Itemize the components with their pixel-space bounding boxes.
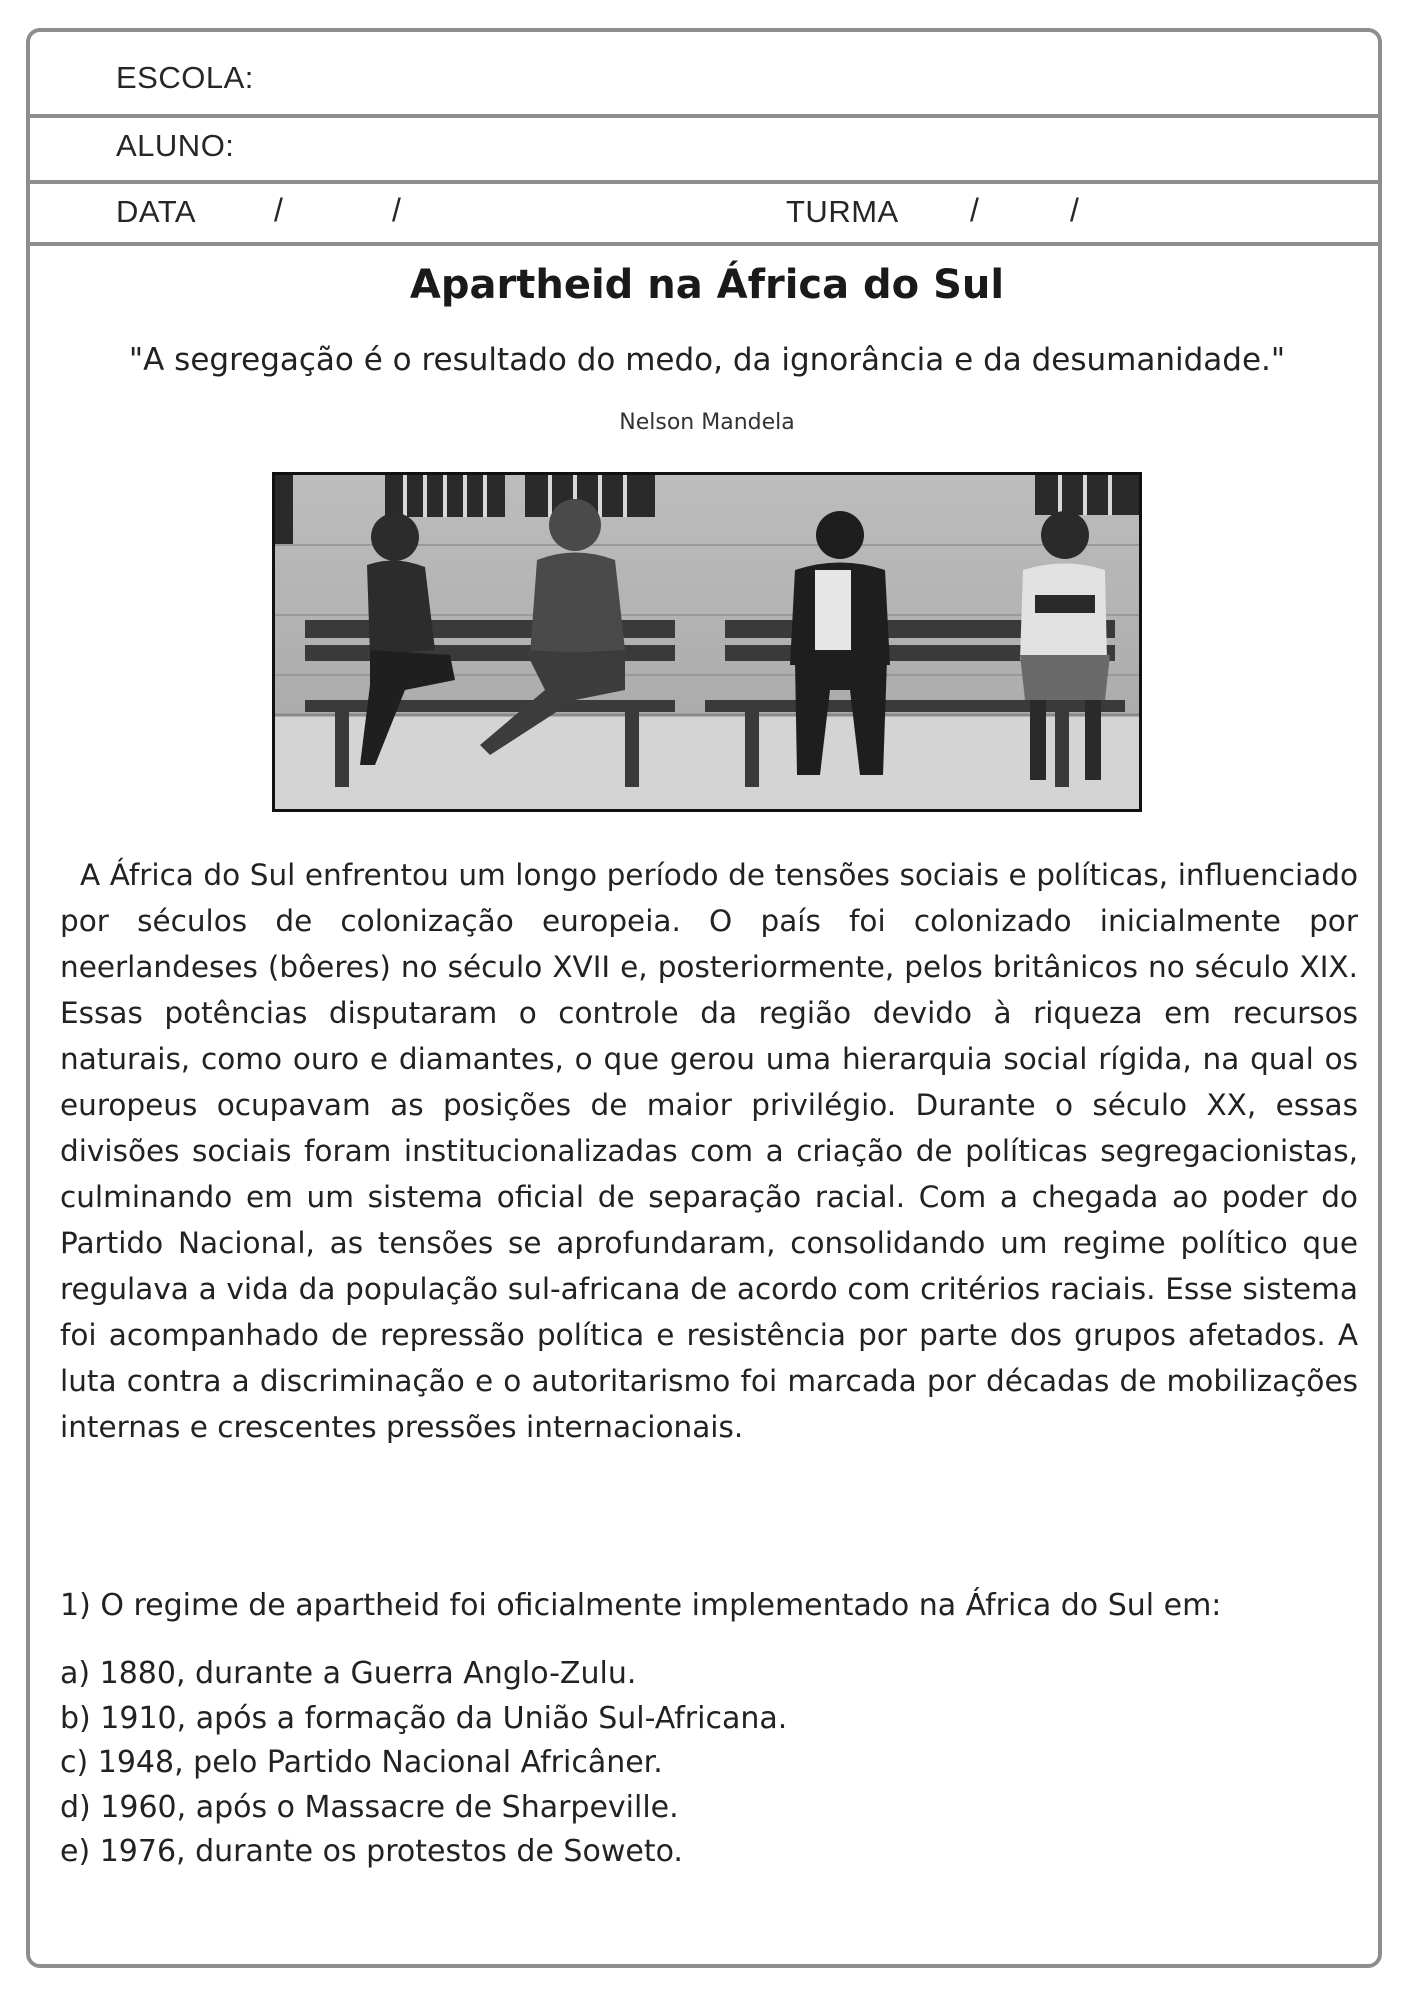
option-e[interactable]: e) 1976, durante os protestos de Soweto.	[60, 1834, 683, 1869]
class-separator: /	[1070, 192, 1079, 228]
student-label: ALUNO:	[116, 128, 235, 163]
option-d[interactable]: d) 1960, após o Massacre de Sharpeville.	[60, 1789, 679, 1825]
date-separator: /	[392, 192, 401, 228]
option-c[interactable]: c) 1948, pelo Partido Nacional Africâner.	[60, 1745, 663, 1780]
header-divider	[30, 180, 1378, 184]
quote-author: Nelson Mandela	[619, 410, 795, 435]
date-separator: /	[274, 192, 283, 228]
option-a[interactable]: a) 1880, durante a Guerra Anglo-Zulu.	[60, 1656, 637, 1691]
date-label: DATA	[116, 194, 197, 229]
question-1: 1) O regime de apartheid foi oficialmente implementado na África do Sul em:	[60, 1588, 1222, 1623]
photo-segregated-bench-icon	[275, 475, 1139, 809]
intro-paragraph: A África do Sul enfrentou um longo período de tensões sociais e políticas, influenciado por séculos de colonização europeia. O país foi colonizado inicialmente por neerlandeses (bôeres) no século XVII e, posteriormente, pelos britânicos no século XIX. Essas potências disputaram o controle da região devido à riqueza em recursos naturais, como ouro e diamantes, o que gerou uma hierarquia social rígida, na qual os europeus ocupavam as posições de maior privilégio. Durante o século XX, essas divisões sociais foram institucionalizadas com a criação de políticas segregacionistas, culminando em um sistema oficial de separação racial. Com a chegada ao poder do Partido Nacional, as tensões se aprofundaram, consolidando um regime político que regulava a vida da população sul-africana de acordo com critérios raciais. Esse sistema foi acompanhado de repressão política e resistência por parte dos grupos afetados. A luta contra a discriminação e o autoritarismo foi marcada por décadas de mobilizações internas e crescentes pressões internacionais.	[60, 858, 1358, 1444]
header-divider	[30, 242, 1378, 246]
answer-options	[60, 1652, 787, 1875]
page-title: Apartheid na África do Sul	[409, 262, 1005, 308]
header-divider	[30, 114, 1378, 118]
option-b[interactable]: b) 1910, após a formação da União Sul-Africana.	[60, 1700, 788, 1736]
class-separator: /	[970, 192, 979, 228]
class-label: TURMA	[786, 194, 899, 229]
segregated-bench-photo	[272, 472, 1142, 812]
mandela-quote: "A segregação é o resultado do medo, da ignorância e da desumanidade."	[128, 342, 1286, 378]
school-label: ESCOLA:	[116, 60, 254, 95]
